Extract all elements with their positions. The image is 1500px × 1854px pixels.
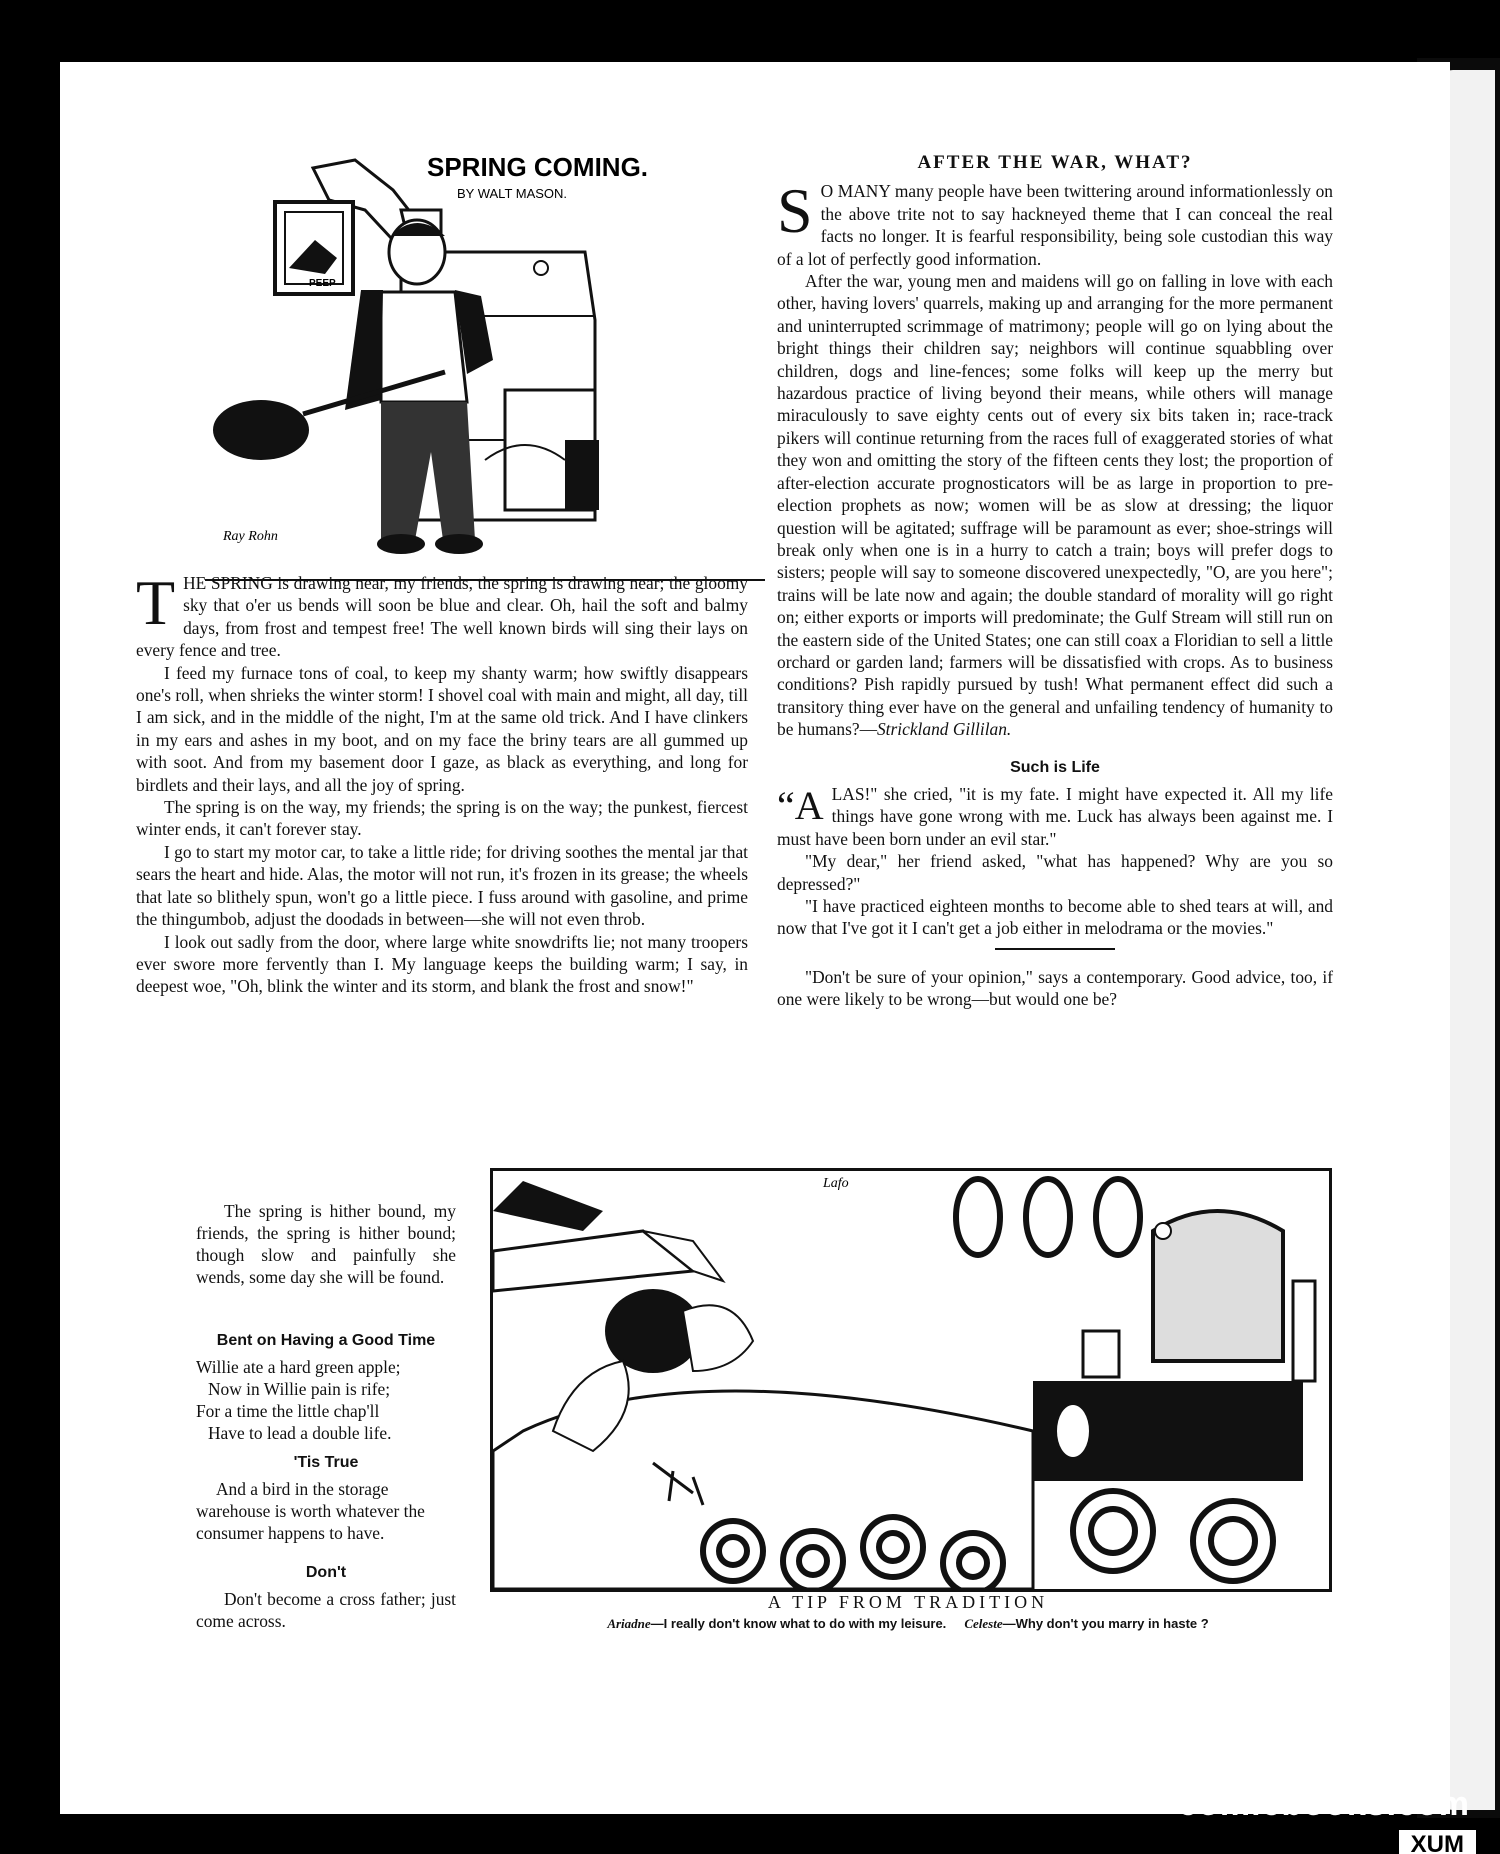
- opinion-text: "Don't be sure of your opinion," says a contemporary. Good advice, too, if one were likely to be wrong—but would one be?: [777, 966, 1333, 1010]
- caption-line-1: —I really don't know what to do with my leisure.: [650, 1616, 947, 1631]
- dont-title: Don't: [305, 1564, 347, 1581]
- bent-section: [196, 1330, 456, 1444]
- spring-paragraph: The spring is on the way, my friends; the spring is on the way; the punkest, fiercest winter ends, it can't forever stay.: [136, 797, 748, 840]
- spring-paragraph: I go to start my motor car, to take a little ride; for driving soothes the mental jar that sears the heart and hide. Alas, the motor will not run, it's frozen in its grease; the wheels that late so blithely spun, won't go a little piece. I fuss around with gasoline, and prime the thingumbob, adjust the doodads in between—she will not even throb.: [136, 841, 748, 930]
- such-p2: "My dear," her friend asked, "what has happened? Why are you so depressed?": [777, 851, 1333, 894]
- after-war-title: AFTER THE WAR, WHAT?: [917, 152, 1193, 173]
- site-watermark: comicbooks.com: [1178, 1785, 1470, 1823]
- after-war-author: Strickland Gillilan.: [876, 719, 1012, 740]
- such-drop-cap: [777, 782, 824, 828]
- corner-tag: XUM: [1399, 1830, 1476, 1854]
- spring-closing-text: The spring is hither bound, my friends, the spring is hither bound; though slow and painfully she wends, some day she will be found.: [196, 1201, 456, 1287]
- such-drop-letter: A: [794, 782, 824, 828]
- cartoon-artist-signature: Ray Rohn: [223, 529, 278, 544]
- such-is-life-title: Such is Life: [1010, 758, 1100, 776]
- after-war-p2: After the war, young men and maidens will go on falling in love with each other, having lovers' quarrels, making up and arranging for the more permanent and uninterrupted scrimmage of matrimony; people will go on lying about the bright things their children say; neighbors will continue squabbling over children, dogs and line-fences; some folks will keep up the merry but hazardous practice of living beyond their means, while others will manage miraculously to save eighty cents out of every six bits taken in; race-track pikers will continue returning from the races full of exaggerated stories of what they won and omitting the story of the fifteen cents they lost; the proportion of after-election accurate prognosticators will be as large in proportion to pre-election prophets as now; women will be as slow at dressing; the liquor question will be agitated; suffrage will be paramount as ever; shoe-strings will break only when one is in a hurry to catch a train; boys will prefer dogs to sisters; people will say to someone discovered unexpectedly, "O, are you here"; trains will be late now and again; the double standard of morality will go right on; either exports or imports will predominate; the Gulf Stream will still run on the eastern side of the United States; one can still coax a Floridian to sell a little orchard or garden land; farmers will be dissatisfied with crops. As to business conditions? Pish rapidly pursued by tush! What permanent effect did such a transitory thing ever have on the general and unfailing tendency of humanity to be humans?—: [777, 271, 1333, 740]
- spring-paragraph: I feed my furnace tons of coal, to keep my shanty warm; how swiftly disappears one's roll, when shrieks the winter storm! I shovel coal with main and might, all day, till I am sick, and in the middle of the night, I'm at the same old trick. And I have clinkers in my ears and ashes in my boot, and on my face the briny tears are all gummed up with soot. And from my basement door I gaze, as black as everything, and long for birdlets and their lays, and all the joy of spring.: [136, 662, 749, 795]
- tis-true-section: [196, 1452, 456, 1544]
- spring-poem: [136, 567, 749, 998]
- speaker-ariadne: Ariadne: [607, 1616, 651, 1631]
- dont-section: [196, 1562, 456, 1632]
- such-p3: "I have practiced eighteen months to become able to shed tears at will, and now that I've got it I can't get a job either in melodrama or the movies.": [777, 896, 1333, 939]
- spring-closing: [196, 1200, 456, 1288]
- bent-line: Willie ate a hard green apple;: [196, 1357, 401, 1377]
- spring-coming-cartoon: [205, 140, 765, 596]
- after-war-article: [777, 152, 1333, 1011]
- caption-line-2: —Why don't you marry in haste ?: [1002, 1616, 1209, 1631]
- speaker-celeste: Celeste: [964, 1616, 1003, 1631]
- spring-drop-cap: T: [136, 567, 176, 638]
- after-war-p1: O MANY many people have been twittering around informationlessly on the above trite not to say hackneyed theme that I can conceal the real facts no longer. It is fearful responsibility, being sole custodian this way of a lot of perfectly good information.: [777, 181, 1333, 269]
- peep-sign: PEEP: [309, 278, 336, 289]
- bent-line: Now in Willie pain is rife;: [208, 1379, 391, 1399]
- spring-paragraph: HE SPRING is drawing near, my friends, the spring is drawing near; the gloomy sky that o'er us bends will soon be blue and clear. Oh, hail the soft and balmy days, from frost and tempest free! The well known birds will sing their lays on every fence and tree.: [136, 573, 748, 661]
- illustration-title: A TIP FROM TRADITION: [767, 1592, 1049, 1612]
- dont-text: Don't become a cross father; just come across.: [196, 1589, 456, 1631]
- such-open-quote: “: [777, 782, 795, 828]
- spring-paragraph: I look out sadly from the door, where large white snowdrifts lie; not many troopers ever swore more fervently than I. My language keeps the building warm; I say, in deepest woe, "Oh, blink the winter and its storm, and blank the frost and snow!": [136, 931, 748, 997]
- bent-line: Have to lead a double life.: [208, 1423, 392, 1443]
- tip-from-tradition-illustration: [490, 1168, 1332, 1592]
- section-divider: [995, 948, 1115, 950]
- illustration-caption: [490, 1616, 1326, 1632]
- bent-title: Bent on Having a Good Time: [216, 1332, 436, 1349]
- tis-true-title: 'Tis True: [293, 1454, 359, 1471]
- bent-line: For a time the little chap'll: [196, 1401, 380, 1421]
- cartoon-title: SPRING COMING.: [427, 152, 649, 182]
- such-p1: LAS!" she cried, "it is my fate. I might have expected it. All my life things have gone wrong with me. Luck has always been against me. I must have been born under an evil star.": [777, 783, 1333, 849]
- after-war-drop-cap: S: [777, 175, 813, 247]
- cartoon-byline: BY WALT MASON.: [457, 186, 568, 201]
- tis-true-text: And a bird in the storage warehouse is worth whatever the consumer happens to have.: [196, 1479, 425, 1543]
- illustration-signature: Lafo: [823, 1176, 849, 1191]
